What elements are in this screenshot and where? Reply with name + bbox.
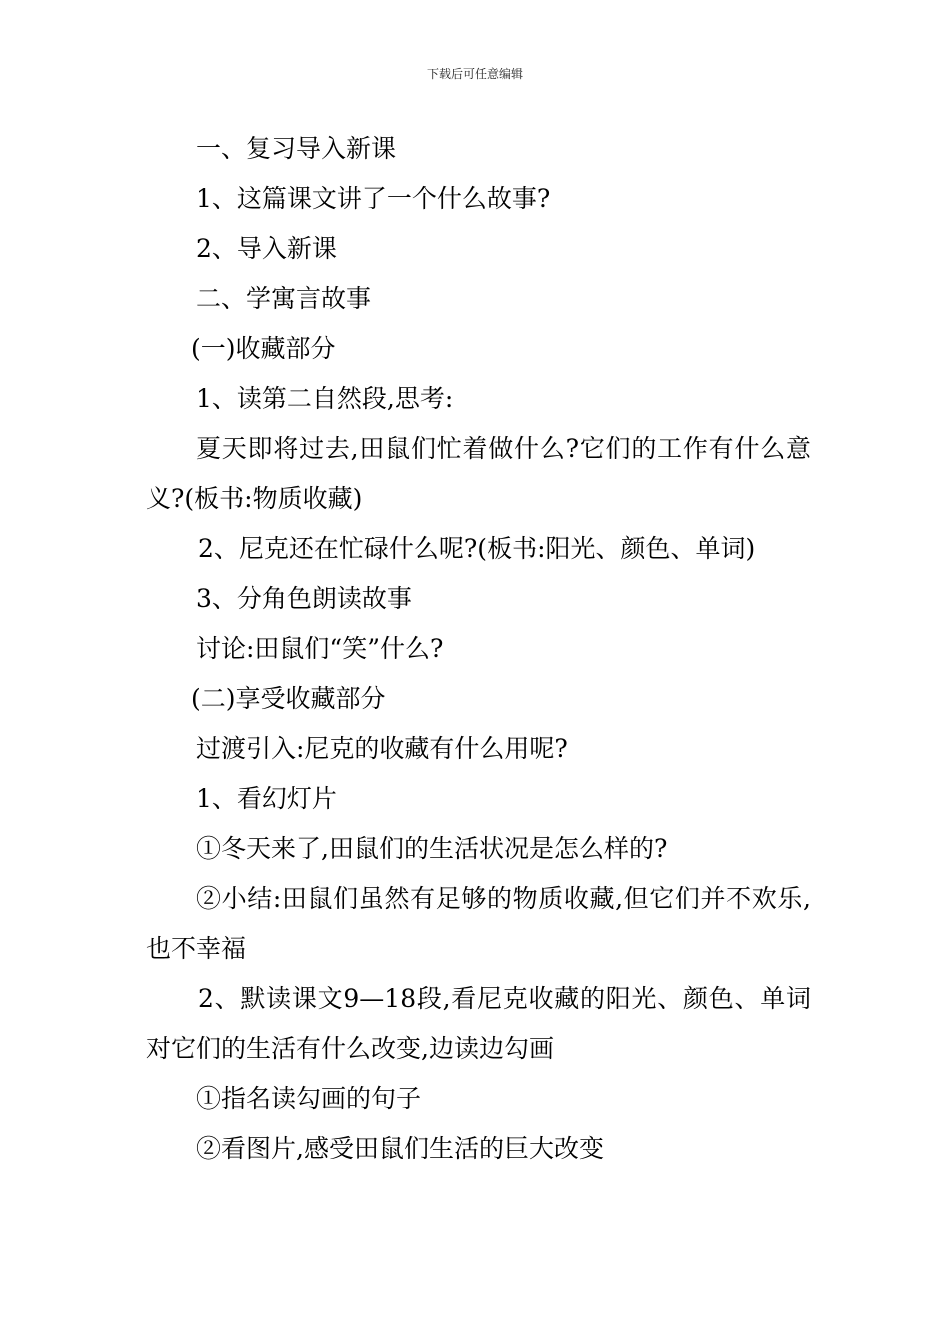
list-item: ②看图片,感受田鼠们生活的巨大改变 — [196, 1134, 604, 1163]
paragraph: 2、默读课文9—18段,看尼克收藏的阳光、颜色、单词对它们的生活有什么改变,边读边勾画 — [146, 984, 811, 1063]
list-item: 2、导入新课 — [196, 234, 337, 263]
subsection-heading-enjoy: (二)享受收藏部分 — [191, 684, 386, 713]
list-item: 3、分角色朗读故事 — [196, 584, 412, 613]
subsection-heading-collect: (一)收藏部分 — [191, 334, 336, 363]
list-item: 1、看幻灯片 — [196, 784, 337, 813]
section-heading-fable: 二、学寓言故事 — [196, 284, 372, 313]
list-item: 1、这篇课文讲了一个什么故事? — [196, 184, 551, 213]
paragraph: 2、尼克还在忙碌什么呢?(板书:阳光、颜色、单词) — [198, 534, 756, 563]
list-item: ①冬天来了,田鼠们的生活状况是怎么样的? — [196, 834, 668, 863]
paragraph: ②小结:田鼠们虽然有足够的物质收藏,但它们并不欢乐,也不幸福 — [146, 884, 811, 963]
paragraph: 过渡引入:尼克的收藏有什么用呢? — [196, 734, 568, 763]
list-item: 1、读第二自然段,思考: — [196, 384, 454, 413]
paragraph: 讨论:田鼠们“笑”什么? — [196, 634, 444, 663]
paragraph: 夏天即将过去,田鼠们忙着做什么?它们的工作有什么意义?(板书:物质收藏) — [146, 434, 811, 513]
page-header: 下载后可任意编辑 — [426, 67, 523, 81]
list-item: ①指名读勾画的句子 — [196, 1084, 422, 1113]
document-body — [146, 124, 811, 1174]
section-heading-review: 一、复习导入新课 — [196, 134, 397, 163]
